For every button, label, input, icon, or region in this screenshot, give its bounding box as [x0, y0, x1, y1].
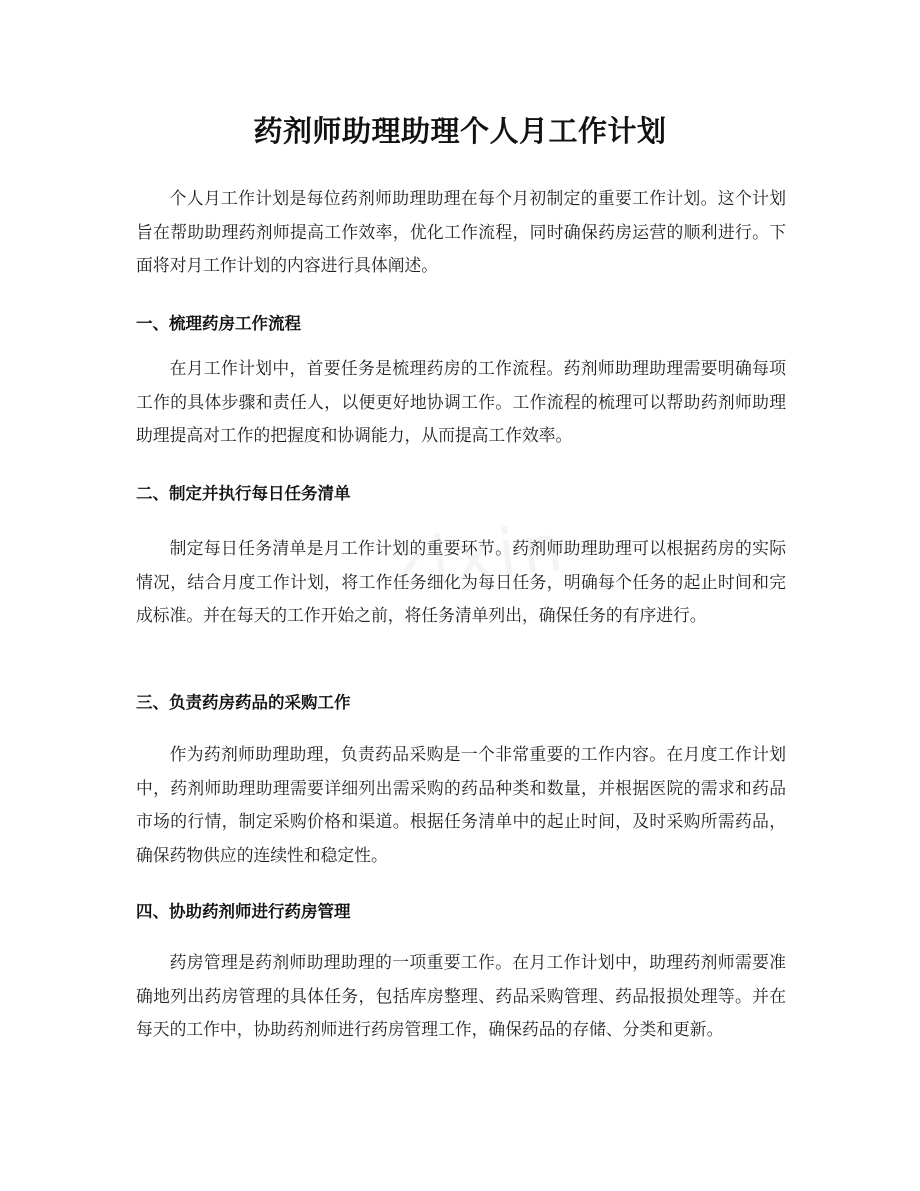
watermark: zixin: [387, 510, 573, 604]
section-4-heading: 四、协助药剂师进行药房管理: [136, 902, 351, 921]
section-2-body: 制定每日任务清单是月工作计划的重要环节。药剂师助理助理可以根据药房的实际情况，结合月度工作计划，将工作任务细化为每日任务，明确每个任务的起止时间和完成标准。并在每天的工作开始之前，将任务清单列出，确保任务的有序进行。: [136, 538, 786, 625]
section-4-body: 药房管理是药剂师助理助理的一项重要工作。在月工作计划中，助理药剂师需要准确地列出药房管理的具体任务，包括库房整理、药品采购管理、药品报损处理等。并在每天的工作中，协助药剂师进行药房管理工作，确保药品的存储、分类和更新。: [136, 952, 786, 1039]
section-3-body: 作为药剂师助理助理，负责药品采购是一个非常重要的工作内容。在月度工作计划中，药剂师助理助理需要详细列出需采购的药品种类和数量，并根据医院的需求和药品市场的行情，制定采购价格和渠道。根据任务清单中的起止时间，及时采购所需药品，确保药物供应的连续性和稳定性。: [136, 744, 786, 865]
section-3-heading: 三、负责药房药品的采购工作: [136, 693, 351, 712]
intro-paragraph: 个人月工作计划是每位药剂师助理助理在每个月初制定的重要工作计划。这个计划旨在帮助助理药剂师提高工作效率，优化工作流程，同时确保药房运营的顺利进行。下面将对月工作计划的内容进行具体阐述。: [136, 188, 786, 275]
section-1-body: 在月工作计划中，首要任务是梳理药房的工作流程。药剂师助理助理需要明确每项工作的具体步骤和责任人，以便更好地协调工作。工作流程的梳理可以帮助药剂师助理助理提高对工作的把握度和协调能力，从而提高工作效率。: [136, 358, 786, 445]
section-1-heading: 一、梳理药房工作流程: [136, 314, 301, 333]
section-2-heading: 二、制定并执行每日任务清单: [136, 484, 351, 503]
document-title: 药剂师助理助理个人月工作计划: [253, 114, 667, 148]
